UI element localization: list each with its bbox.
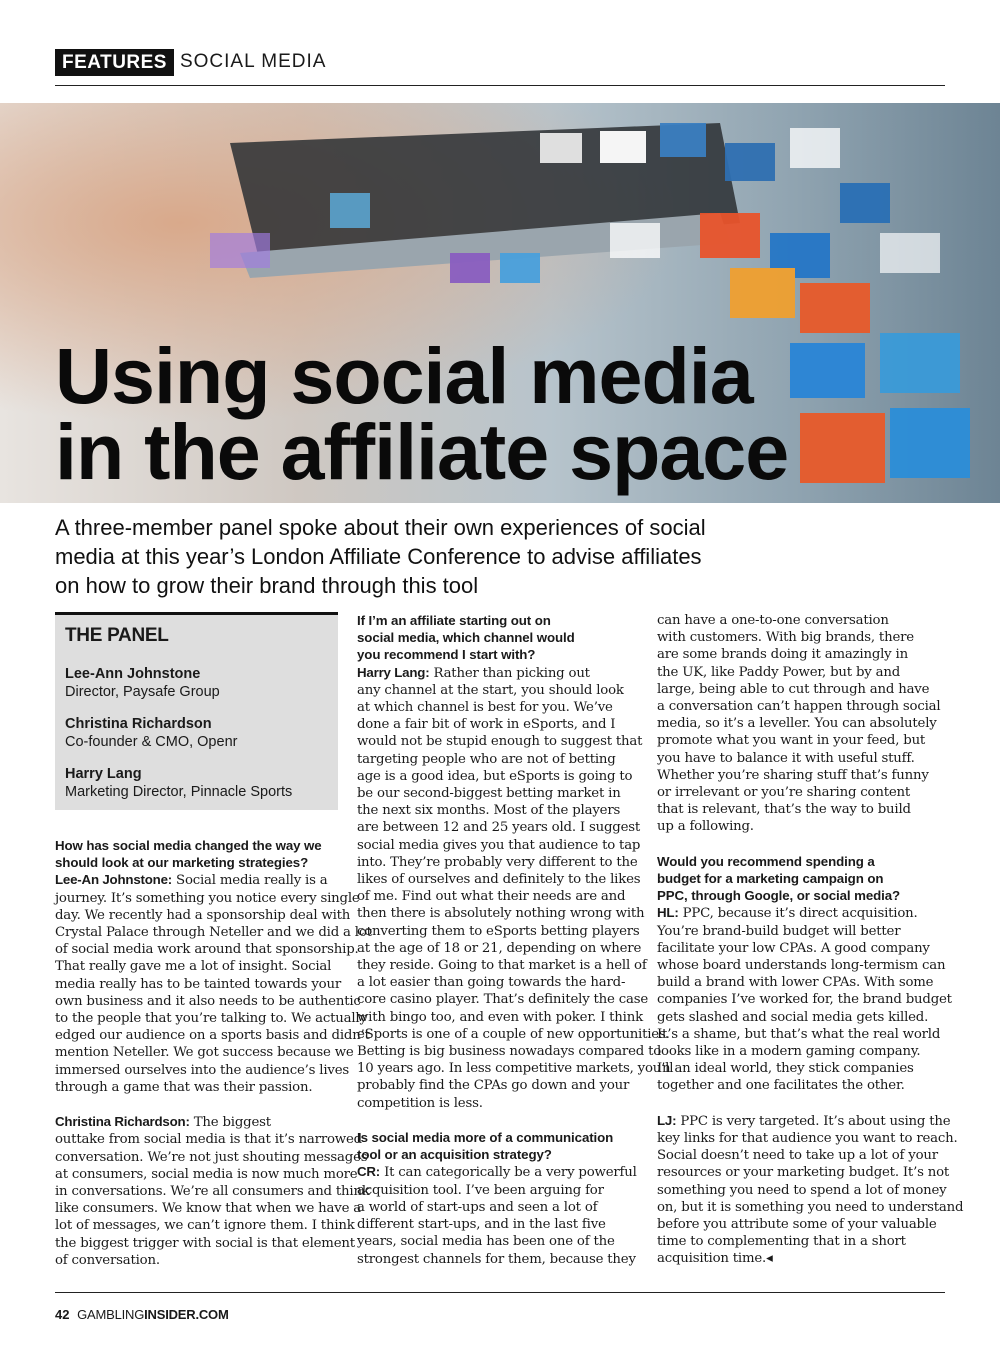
answer-line: the UK, like Paddy Power, but by and xyxy=(657,664,901,680)
answer-line: or irrelevant or you’re sharing content xyxy=(657,785,911,801)
footer-rule xyxy=(55,1292,945,1293)
answer-line: gets slashed and social media gets killed. xyxy=(657,1009,929,1025)
answer-line: social media gives you that audience to tap xyxy=(357,837,641,853)
question-line: budget for a marketing campaign on xyxy=(657,871,884,887)
answer-line: Whether you’re sharing stuff that’s funny xyxy=(657,767,929,783)
answer-line xyxy=(357,664,643,682)
answer-text: PPC is very targeted. It’s about using the xyxy=(676,1113,951,1129)
answer-line: journey. It’s something you notice every single xyxy=(55,890,360,906)
question-line: you recommend I start with? xyxy=(357,647,536,663)
answer-line: age is a good idea, but eSports is going to xyxy=(357,768,633,784)
answer-line: you have to balance it with useful stuff. xyxy=(657,750,915,766)
answer-text: Social media really is a xyxy=(172,873,328,889)
member-role: Director, Paysafe Group xyxy=(65,684,220,700)
question-line: social media, which channel would xyxy=(357,630,575,646)
standfirst xyxy=(55,513,855,600)
question-line: tool or an acquisition strategy? xyxy=(357,1147,552,1163)
page-header xyxy=(55,48,326,76)
answer-line: that is relevant, that’s the way to build xyxy=(657,802,911,818)
answer-line: large, being able to cut through and have xyxy=(657,681,930,697)
answer-line: probably find the CPAs go down and your xyxy=(357,1078,630,1094)
question-line: If I’m an affiliate starting out on xyxy=(357,613,551,628)
answer-line: acquisition tool. I’ve been arguing for xyxy=(357,1182,604,1198)
answer-line: are between 12 and 25 years old. I suggest xyxy=(357,820,641,836)
site-name-part-2: INSIDER.COM xyxy=(144,1307,229,1322)
answer-line: would not be stupid enough to suggest that xyxy=(357,734,643,750)
answer-line xyxy=(55,1113,338,1131)
panel-member xyxy=(65,665,338,701)
answer-line: promote what you want in your feed, but xyxy=(657,733,926,749)
paragraph-gap xyxy=(357,1112,643,1129)
answer-line: on, but it is something you need to understand xyxy=(657,1199,964,1215)
panel-box xyxy=(55,612,338,810)
answer-line: immersed ourselves into the audience’s lives xyxy=(55,1062,350,1078)
answer-text: PPC, because it’s direct acquisition. xyxy=(678,906,918,922)
answer-line: of conversation. xyxy=(55,1252,160,1268)
answer-line: facilitate your low CPAs. A good company xyxy=(657,940,930,956)
answer-line: 10 years ago. In less competitive markets, you’ll xyxy=(357,1061,674,1077)
section-badge: FEATURES xyxy=(55,49,174,76)
answer-text: It can categorically be a very powerful xyxy=(380,1165,637,1181)
header-rule xyxy=(55,85,945,86)
answer-line: It’s a shame, but that’s what the real world xyxy=(657,1026,941,1042)
question-line: Would you recommend spending a xyxy=(657,853,875,869)
answer-line: any channel at the start, you should look xyxy=(357,682,624,698)
answer-line: looks like in a modern gaming company. xyxy=(657,1044,921,1060)
answer-line: of social media work around that sponsorship. xyxy=(55,942,359,958)
question-line: should look at our marketing strategies? xyxy=(55,855,309,871)
answer-text: Rather than picking out xyxy=(429,665,590,681)
answer-line: are some brands doing it amazingly in xyxy=(657,647,908,663)
answer-line: Crystal Palace through Neteller and we did a lot xyxy=(55,925,372,941)
answer-line: Social doesn’t need to take up a lot of your xyxy=(657,1148,938,1164)
question-line: How has social media changed the way we xyxy=(55,838,322,853)
paragraph-gap xyxy=(657,836,945,853)
answer-line: own business and it also needs to be authentic xyxy=(55,993,361,1009)
speaker-label: HL: xyxy=(657,905,679,921)
answer-line: the next six months. Most of the players xyxy=(357,803,621,819)
speaker-label: Christina Richardson: xyxy=(55,1114,190,1130)
answer-line: before you attribute some of your valuable xyxy=(657,1217,937,1233)
answer-line: build a brand with lower CPAs. With some xyxy=(657,975,934,991)
answer-line: years, social media has been one of the xyxy=(357,1234,615,1250)
answer-line: conversation. We’re not just shouting messages xyxy=(55,1149,368,1165)
member-name: Harry Lang xyxy=(65,766,142,782)
site-name-part-1: GAMBLING xyxy=(77,1307,145,1322)
answer-line: a lot easier than going towards the hard- xyxy=(357,975,626,991)
answer-line: something you need to spend a lot of money xyxy=(657,1182,947,1198)
answer-line: at which channel is best for you. We’ve xyxy=(357,700,613,716)
panel-member xyxy=(65,715,338,751)
answer-line: different start-ups, and in the last five xyxy=(357,1217,606,1233)
answer-line: likes of ourselves and definitely to the likes xyxy=(357,872,641,888)
answer-line: into. They’re probably very different to the xyxy=(357,854,638,870)
answer-line: then there is absolutely nothing wrong with xyxy=(357,906,645,922)
answer-line: done a fair bit of work in eSports, and I xyxy=(357,717,616,733)
question-line: PPC, through Google, or social media? xyxy=(657,888,901,904)
answer-line: through a game that was their passion. xyxy=(55,1079,313,1095)
answer-line: of me. Find out what their needs are and xyxy=(357,889,626,905)
title-line-2: in the affiliate space xyxy=(55,407,789,496)
answer-line: media, so it’s a leveller. You can absolutely xyxy=(657,716,937,732)
answer-line: core casino player. That’s definitely the case xyxy=(357,992,648,1008)
answer-line: key links for that audience you want to reach. xyxy=(657,1131,958,1147)
answer-line xyxy=(657,1112,951,1130)
member-role: Marketing Director, Pinnacle Sports xyxy=(65,784,293,800)
answer-line: You’re brand-build budget will better xyxy=(657,923,901,939)
answer-line: to the people that you’re talking to. We actually xyxy=(55,1011,367,1027)
speaker-label: CR: xyxy=(357,1164,381,1180)
answer-line: competition is less. xyxy=(357,1095,483,1111)
answer-line: be our second-biggest betting market in xyxy=(357,786,621,802)
answer-line: a world of start-ups and seen a lot of xyxy=(357,1199,598,1215)
answer-line: the biggest trigger with social is that element xyxy=(55,1235,355,1251)
speaker-label: LJ: xyxy=(657,1112,677,1128)
answer-line: they reside. Going to that market is a hell of xyxy=(357,958,647,974)
answer-line xyxy=(357,1163,643,1181)
answer-text: The biggest xyxy=(189,1115,271,1131)
answer-line: edged our audience on a sports basis and didn’t xyxy=(55,1028,370,1044)
answer-line: In an ideal world, they stick companies xyxy=(657,1061,914,1077)
answer-line: targeting people who are not of betting xyxy=(357,751,616,767)
member-name: Lee-Ann Johnstone xyxy=(65,666,201,682)
answer-line: companies I’ve worked for, the brand budget xyxy=(657,992,952,1008)
answer-line: with bingo too, and even with poker. I think xyxy=(357,1009,643,1025)
answer-line: Betting is big business nowadays compared to xyxy=(357,1044,662,1060)
answer-line: time to complementing that in a short xyxy=(657,1234,906,1250)
answer-line: acquisition time.◂ xyxy=(657,1251,773,1267)
answer-line: at the age of 18 or 21, depending on where xyxy=(357,940,642,956)
answer-line: outtake from social media is that it’s narrowed xyxy=(55,1132,362,1148)
answer-line xyxy=(657,904,945,922)
answer-line: eSports is one of a couple of new opportunities. xyxy=(357,1026,670,1042)
title-line-1: Using social media xyxy=(55,331,753,420)
paragraph-gap xyxy=(657,1095,945,1112)
answer-line: together and one facilitates the other. xyxy=(657,1078,905,1094)
standfirst-line: on how to grow their brand through this tool xyxy=(55,573,479,598)
answer-line: with customers. With big brands, there xyxy=(657,630,914,646)
page-number: 42 xyxy=(55,1307,70,1322)
section-label: SOCIAL MEDIA xyxy=(179,51,327,72)
answer-line: mention Neteller. We got success because we xyxy=(55,1045,354,1061)
standfirst-line: A three-member panel spoke about their own experiences of social xyxy=(55,515,706,540)
answer-line: resources or your marketing budget. It’s not xyxy=(657,1165,950,1181)
page-title xyxy=(55,331,789,496)
answer-line: whose board understands long-termism can xyxy=(657,958,946,974)
answer-line: lot of messages, we can’t ignore them. I think xyxy=(55,1218,355,1234)
answer-line: can have a one-to-one conversation xyxy=(657,613,889,628)
article-column-1 xyxy=(55,837,372,1269)
answer-line: strongest channels for them, because they xyxy=(357,1251,636,1267)
answer-line: media really has to be tainted towards your xyxy=(55,976,341,992)
paragraph-gap xyxy=(55,1096,338,1113)
member-role: Co-founder & CMO, Openr xyxy=(65,734,238,750)
answer-line: converting them to eSports betting players xyxy=(357,923,640,939)
panel-member xyxy=(65,765,338,801)
answer-line: That really gave me a lot of insight. Social xyxy=(55,959,332,975)
answer-line xyxy=(55,871,338,889)
member-name: Christina Richardson xyxy=(65,716,212,732)
speaker-label: Lee-An Johnstone: xyxy=(55,872,173,888)
answer-line: up a following. xyxy=(657,819,754,835)
panel-title: THE PANEL xyxy=(65,625,169,646)
article-column-3 xyxy=(657,612,964,1268)
answer-line: like consumers. We know that when we have a xyxy=(55,1201,361,1217)
answer-line: day. We recently had a sponsorship deal with xyxy=(55,907,351,923)
answer-line: in conversations. We’re all consumers and think xyxy=(55,1184,370,1200)
answer-line: a conversation can’t happen through social xyxy=(657,699,941,715)
speaker-label: Harry Lang: xyxy=(357,664,430,680)
standfirst-line: media at this year’s London Affiliate Conference to advise affiliates xyxy=(55,544,702,569)
answer-line: at consumers, social media is now much more xyxy=(55,1166,358,1182)
question-line: Is social media more of a communication xyxy=(357,1130,614,1146)
page-footer xyxy=(55,1307,229,1322)
